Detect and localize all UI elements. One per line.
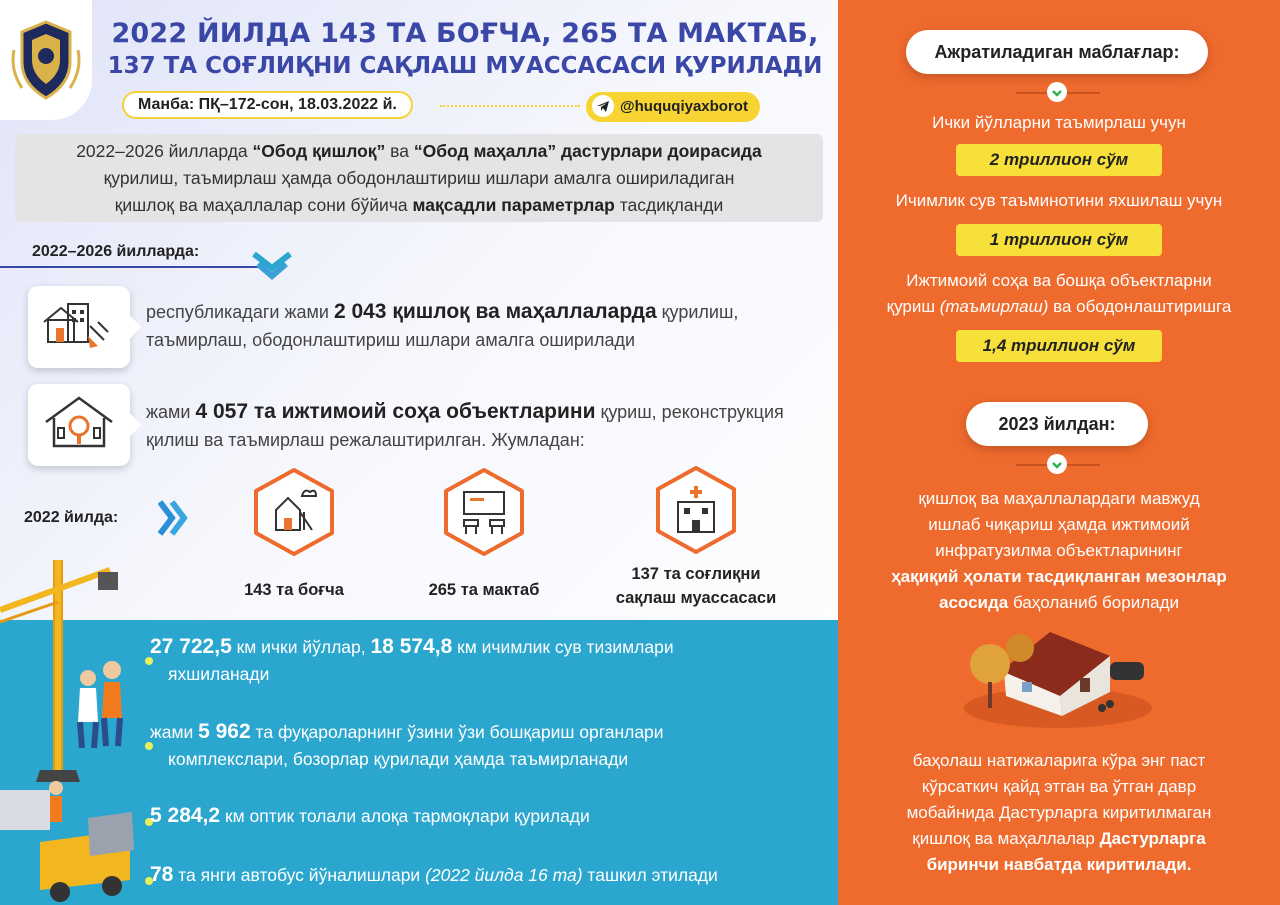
evaluation-text <box>838 748 1280 878</box>
facility-label-hospital <box>586 562 806 610</box>
year-2022-label: 2022 йилда: <box>24 509 119 526</box>
item1-text <box>146 298 738 354</box>
intro-text: ва <box>385 141 414 161</box>
eval-line: қишлоқ ва маҳаллалар <box>912 829 1100 848</box>
source-badge: Манба: ПҚ–172-сон, 18.03.2022 й. <box>122 91 413 119</box>
hospital-icon <box>650 464 742 556</box>
dotted-connector <box>440 105 580 107</box>
fund1-amount: 2 триллион сўм <box>956 144 1162 176</box>
bullet-self-government <box>150 718 664 773</box>
intro-bold: “Обод қишлоқ” <box>252 141 386 161</box>
page-title-line1: 2022 ЙИЛДА 143 ТА БОҒЧА, 265 ТА МАКТАБ, <box>111 18 819 49</box>
school-icon <box>438 466 530 558</box>
intro-bold: “Обод маҳалла” дастурлари доирасида <box>413 141 762 161</box>
check-circle-icon <box>1047 454 1067 474</box>
bullet-number: 5 962 <box>198 720 251 743</box>
bullet-number: 27 722,5 <box>150 635 232 658</box>
bullet-text: яхшиланади <box>168 664 270 684</box>
house-illustration <box>960 612 1156 732</box>
village-icon-card <box>28 286 130 368</box>
since-line: инфратузилма объектларининг <box>935 541 1183 560</box>
bullet-number: 18 574,8 <box>370 635 453 658</box>
chevron-right-icon <box>158 500 190 536</box>
item1-line2: таъмирлаш, ободонлаштириш ишлари амалга оширилади <box>146 330 636 350</box>
fund2-label: Ичимлик сув таъминотини яхшилаш учун <box>895 191 1223 210</box>
bullet-italic: (2022 йилда 16 та) <box>425 865 583 885</box>
eval-line: баҳолаш натижаларига кўра энг паст <box>912 751 1206 770</box>
facility-label-hospital-line2: сақлаш муассасаси <box>615 589 777 607</box>
eval-line: мобайнида Дастурларга киритилмаган <box>906 803 1212 822</box>
fund3-italic: (таъмирлаш) <box>939 297 1049 316</box>
item1-number: 2 043 <box>333 300 387 323</box>
page-title-line2: 137 ТА СОҒЛИҚНИ САҚЛАШ МУАССАСАСИ ҚУРИЛАДИ <box>107 53 823 79</box>
bullet-text: км ички йўллар, <box>231 637 371 657</box>
item1-pre: республикадаги жами <box>146 302 334 322</box>
item2-pre: жами <box>146 402 196 422</box>
bullet-text: жами <box>150 722 199 742</box>
fund2-amount: 1 триллион сўм <box>956 224 1162 256</box>
fund3-amount: 1,4 триллион сўм <box>956 330 1162 362</box>
social-icon-card <box>28 384 130 466</box>
facility-label-school: 265 та мактаб <box>428 581 540 599</box>
chevron-down-icon <box>252 252 292 282</box>
since-2023-title: 2023 йилдан: <box>966 402 1148 446</box>
since-2023-text <box>838 486 1280 616</box>
eval-bold: биринчи навбатда киритилади. <box>926 855 1192 874</box>
emblem-logo <box>0 0 92 120</box>
since-line: баҳоланиб борилади <box>1008 593 1179 612</box>
since-line: қишлоқ ва маҳаллалардаги мавжуд <box>918 489 1200 508</box>
facility-hex-school <box>438 466 530 558</box>
bullet-text: та фуқароларнинг ўзини ўзи бошқариш органлари <box>250 722 664 742</box>
item2-post: қуриш, реконструкция <box>595 402 784 422</box>
intro-text: тасдиқланди <box>614 195 724 215</box>
fund3-text: ва ободонлаштиришга <box>1048 297 1232 316</box>
intro-text: қишлоқ ва маҳаллалар сони бўйича <box>114 195 413 215</box>
intro-text: 2022–2026 йилларда <box>76 141 253 161</box>
facility-label-kindergarten: 143 та боғча <box>244 581 344 599</box>
bullet-text: км ичимлик сув тизимлари <box>452 637 674 657</box>
facility-hex-kindergarten <box>248 466 340 558</box>
telegram-badge[interactable] <box>586 92 760 122</box>
intro-line2: қурилиш, таъмирлаш ҳамда ободонлаштириш ишлари амалга ошириладиган <box>103 168 735 188</box>
bullet-roads-water <box>150 633 674 688</box>
fund3-line1: Ижтимоий соҳа ва бошқа объектларни <box>906 271 1212 290</box>
eval-line: кўрсаткич қайд этган ва ўтган давр <box>921 777 1197 796</box>
telegram-icon <box>592 95 614 117</box>
kindergarten-icon <box>248 466 340 558</box>
construction-crane-illustration <box>0 550 145 905</box>
bullet-fiber <box>150 802 590 830</box>
check-circle-icon <box>1047 82 1067 102</box>
funds-title: Ажратиладиган маблағлар: <box>906 30 1208 74</box>
eval-bold: Дастурларга <box>1099 829 1206 848</box>
item1-post: қурилиш, <box>656 302 739 322</box>
item1-bold: қишлоқ ва маҳаллаларда <box>386 300 657 323</box>
village-icon <box>28 286 130 368</box>
intro-box <box>15 134 823 222</box>
bullet-number: 78 <box>150 863 174 886</box>
bullet-text: км оптик толали алоқа тармоқлари қурилади <box>220 806 590 826</box>
fund3-label <box>838 268 1280 320</box>
bullet-text: комплекслари, бозорлар қурилади ҳамда таъмирланади <box>168 749 629 769</box>
item2-number: 4 057 <box>195 400 249 423</box>
since-line: ишлаб чиқариш ҳамда ижтимоий <box>928 515 1190 534</box>
bullet-number: 5 284,2 <box>150 804 221 827</box>
fund3-text: қуриш <box>886 297 940 316</box>
since-bold: асосида <box>939 593 1009 612</box>
item2-line2: қилиш ва таъмирлаш режалаштирилган. Жумладан: <box>146 430 585 450</box>
fund1-label: Ички йўлларни таъмирлаш учун <box>932 113 1186 132</box>
bullet-bus-routes <box>150 861 718 889</box>
facility-hex-hospital <box>650 464 742 556</box>
item2-bold: та ижтимоий соҳа объектларини <box>248 400 596 423</box>
period-label: 2022–2026 йилларда: <box>32 243 200 260</box>
telegram-handle: @huquqiyaxborot <box>620 98 748 115</box>
item2-text <box>146 398 784 454</box>
intro-bold: мақсадли параметрлар <box>412 195 615 215</box>
since-bold: ҳақиқий ҳолати тасдиқланган мезонлар <box>891 567 1227 586</box>
period-underline <box>0 266 260 268</box>
facility-label-hospital-line1: 137 та соғлиқни <box>631 565 761 583</box>
bullet-text: та янги автобус йўналишлари <box>173 865 426 885</box>
house-wrench-icon <box>28 384 130 466</box>
bullet-text: ташкил этилади <box>582 865 718 885</box>
